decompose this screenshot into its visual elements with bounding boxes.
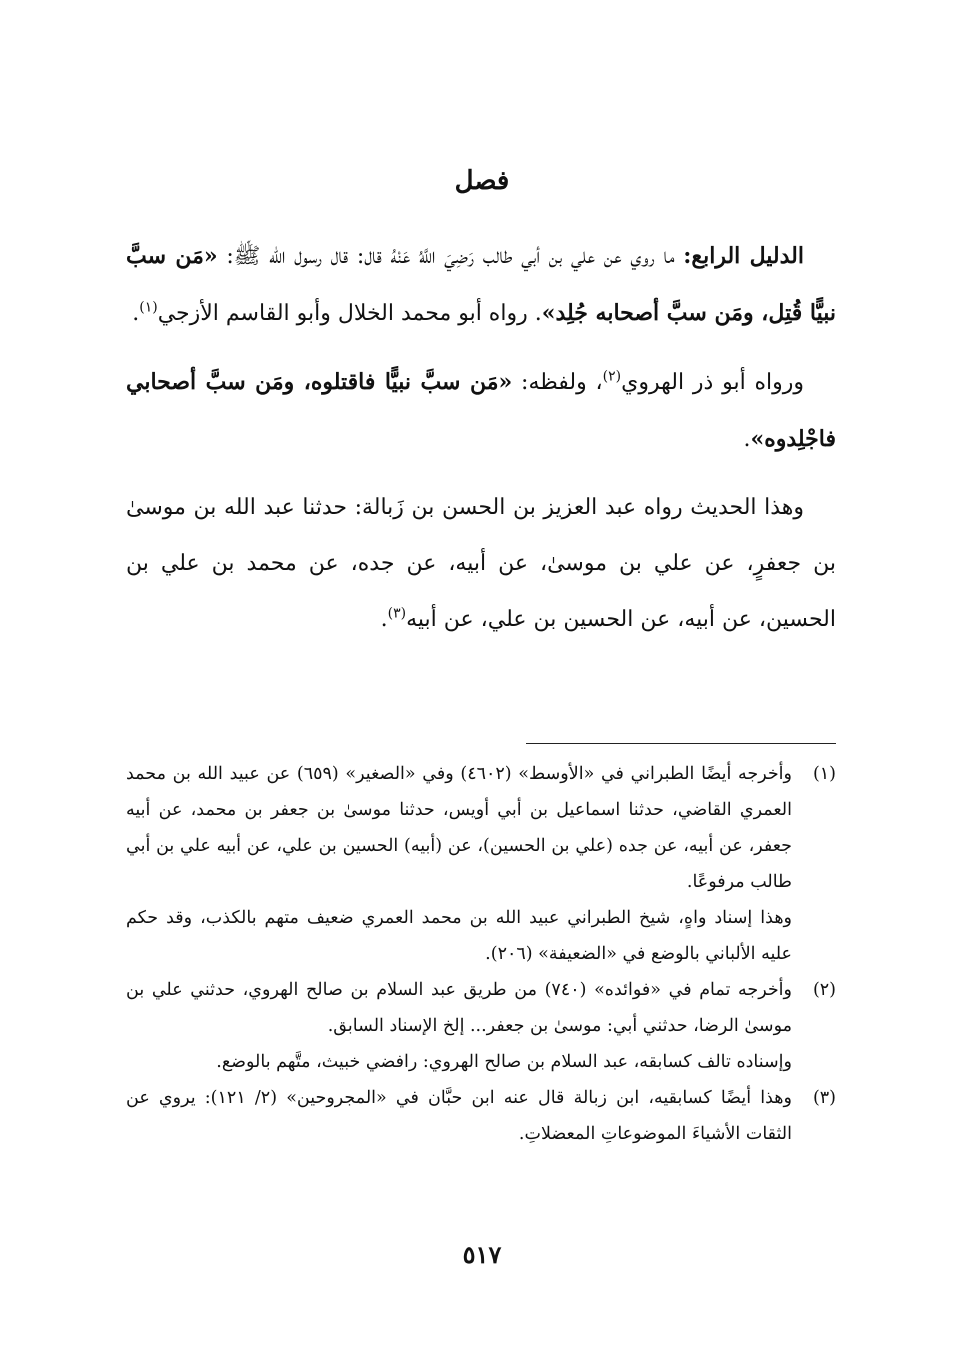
footnote-3-number: (٣) bbox=[812, 1088, 836, 1108]
paragraph-2-text-a: ورواه أبو ذر الهروي bbox=[621, 370, 805, 395]
footnote-3 bbox=[126, 1080, 836, 1152]
main-text bbox=[126, 228, 836, 660]
footnote-ref-1[interactable]: (١) bbox=[139, 299, 158, 316]
footnote-2 bbox=[126, 972, 836, 1080]
paragraph-1-label: الدليل الرابع: bbox=[683, 243, 805, 269]
paragraph-1 bbox=[126, 228, 836, 342]
paragraph-2-end: . bbox=[743, 427, 751, 452]
page-number: ٥١٧ bbox=[462, 1240, 502, 1269]
footnote-2-text-b: وإسناده تالف كسابقه، عبد السلام بن صالح الهروي: رافضي خبيث، متَّهم بالوضع. bbox=[216, 1052, 792, 1072]
footnote-2-number: (٢) bbox=[812, 980, 836, 1000]
footnote-3-text-a: وهذا أيضًا كسابقيه، ابن زبالة قال عنه ابن حبَّان في «المجروحين» (٢/ ١٢١): يروي عن الثقات الأشياءَ الموضوعاتِ المعضلاتِ. bbox=[126, 1088, 792, 1144]
footnote-ref-2[interactable]: (٢) bbox=[602, 368, 622, 385]
footnote-1-text-a: وأخرجه أيضًا الطبراني في «الأوسط» (٤٦٠٢) وفي «الصغير» (٦٥٩) عن عبيد الله بن محمد العمري القاضي، حدثنا اسماعيل بن أبي أويس، حدثنا موسىٰ بن جعفر بن محمد، عن أبيه جعفر، عن أبيه، عن جده (علي بن الحسين)، عن (أبيه) الحسين بن علي، عن أبيه علي بن أبي طالب مرفوعًا. bbox=[126, 764, 792, 892]
footnote-2-text-a: وأخرجه تمام في «فوائده» (٧٤٠) من طريق عبد السلام بن صالح الهروي، حدثني علي بن موسىٰ الرضا، حدثني أبي: موسىٰ بن جعفر... إلخ الإسناد السابق. bbox=[126, 980, 792, 1036]
footnote-separator bbox=[526, 743, 836, 744]
footnote-1-text-b: وهذا إسناد واهٍ، شيخ الطبراني عبيد الله بن محمد العمري ضعيف متهم بالكذب، وقد حكم عليه الألباني بالوضع في «الضعيفة» (٢٠٦). bbox=[126, 908, 792, 964]
hadith-quote-2: «مَن سبَّ نبيًّا فاقتلوه، ومَن سبَّ أصحابي فاجْلِدوه» bbox=[126, 369, 836, 452]
hadith-quote-1: «مَن سبَّ نبيًّا قُتِل، ومَن سبَّ أصحابه جُلِد» bbox=[126, 243, 836, 326]
paragraph-2-text-b: ، ولفظه: bbox=[512, 370, 603, 395]
paragraph-1-text-b: . رواه أبو محمد الخلال وأبو القاسم الأزجي bbox=[157, 301, 542, 326]
paragraph-2 bbox=[126, 354, 836, 468]
footnote-1-number: (١) bbox=[812, 764, 836, 784]
paragraph-3-end: . bbox=[380, 607, 388, 632]
paragraph-3 bbox=[126, 480, 836, 648]
section-heading: فصل bbox=[454, 166, 510, 196]
footnote-ref-3[interactable]: (٣) bbox=[387, 605, 407, 622]
footnote-1 bbox=[126, 756, 836, 972]
paragraph-1-text-a: ما روي عن علي بن أبي طالب رَضِيَ اللَّهُ عَنْهُ قال: قال رسول الله ﷺ: bbox=[217, 244, 684, 269]
footnotes bbox=[126, 756, 836, 1152]
paragraph-3-text: وهذا الحديث رواه عبد العزيز بن الحسن بن زَبالة: حدثنا عبد الله بن موسىٰ بن جعفرٍ، عن علي بن موسىٰ، عن أبيه، عن جده، عن محمد بن علي بن الحسين، عن أبيه، عن الحسين بن علي، عن أبيه bbox=[126, 495, 836, 632]
paragraph-1-end: . bbox=[132, 301, 140, 326]
